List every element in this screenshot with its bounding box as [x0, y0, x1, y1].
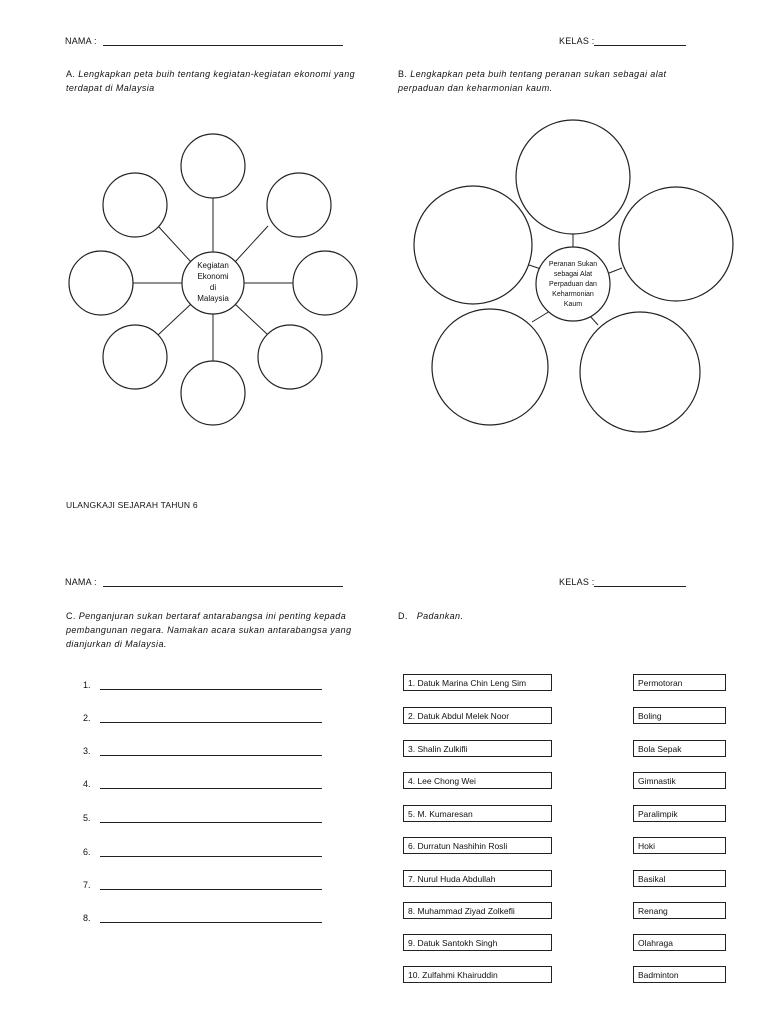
center-b-line-3: Perpaduan dan — [549, 281, 597, 288]
sport-box[interactable]: Olahraga — [633, 934, 726, 951]
bubble-a-2[interactable] — [267, 173, 331, 237]
answer-line-7[interactable] — [100, 889, 322, 890]
answer-number: 5. — [83, 813, 91, 823]
sport-box[interactable]: Badminton — [633, 966, 726, 983]
section-b-letter: B. — [398, 69, 408, 79]
section-a-text: Lengkapkan peta buih tentang kegiatan-kegiatan ekonomi yang terdapat di Malaysia — [66, 69, 356, 93]
athlete-box[interactable]: 1. Datuk Marina Chin Leng Sim — [403, 674, 552, 691]
worksheet-title: ULANGKAJI SEJARAH TAHUN 6 — [66, 500, 198, 510]
sport-box[interactable]: Paralimpik — [633, 805, 726, 822]
sport-box[interactable]: Boling — [633, 707, 726, 724]
sport-box[interactable]: Hoki — [633, 837, 726, 854]
section-d-instruction — [398, 609, 598, 623]
answer-number: 4. — [83, 779, 91, 789]
class-label: KELAS : — [559, 36, 595, 46]
sport-box[interactable]: Gimnastik — [633, 772, 726, 789]
sport-box[interactable]: Basikal — [633, 870, 726, 887]
center-a-line-4: Malaysia — [197, 294, 229, 303]
bubble-a-8[interactable] — [103, 173, 167, 237]
bubble-a-5[interactable] — [181, 361, 245, 425]
answer-number: 2. — [83, 713, 91, 723]
center-b-line-2: sebagai Alat — [553, 271, 593, 278]
bubble-b-2[interactable] — [619, 187, 733, 301]
bubble-b-5[interactable] — [414, 186, 532, 304]
class-label-2: KELAS : — [559, 577, 595, 587]
athlete-box[interactable]: 4. Lee Chong Wei — [403, 772, 552, 789]
section-d-letter: D. — [398, 611, 408, 621]
section-c-instruction — [66, 609, 356, 651]
bubble-a-6[interactable] — [103, 325, 167, 389]
class-field-2[interactable] — [594, 586, 686, 587]
answer-line-2[interactable] — [100, 722, 322, 723]
answer-line-1[interactable] — [100, 689, 322, 690]
section-a-letter: A. — [66, 69, 76, 79]
bubble-a-4[interactable] — [258, 325, 322, 389]
center-a-line-3: di — [209, 283, 217, 292]
athlete-box[interactable]: 5. M. Kumaresan — [403, 805, 552, 822]
athlete-box[interactable]: 10. Zulfahmi Khairuddin — [403, 966, 552, 983]
answer-number: 6. — [83, 847, 91, 857]
center-b-line-1: Peranan Sukan — [548, 261, 598, 268]
answer-line-5[interactable] — [100, 822, 322, 823]
athlete-box[interactable]: 7. Nurul Huda Abdullah — [403, 870, 552, 887]
name-label-2: NAMA : — [65, 577, 97, 587]
answer-number: 1. — [83, 680, 91, 690]
section-c-text: Penganjuran sukan bertaraf antarabangsa ini penting kepada pembangunan negara. Namakan acara sukan antarabangsa yang dianjurkan di Malaysia. — [66, 611, 352, 649]
answer-line-6[interactable] — [100, 856, 322, 857]
section-d-text: Padankan. — [416, 611, 464, 621]
bubble-a-3[interactable] — [293, 251, 357, 315]
bubble-a-7[interactable] — [69, 251, 133, 315]
answer-line-3[interactable] — [100, 755, 322, 756]
athlete-box[interactable]: 8. Muhammad Ziyad Zolkefli — [403, 902, 552, 919]
center-a-line-1: Kegiatan — [197, 261, 229, 270]
bubble-b-4[interactable] — [432, 309, 548, 425]
center-b-line-4: Keharmonian — [552, 291, 594, 298]
bubble-b-3[interactable] — [580, 312, 700, 432]
answer-line-8[interactable] — [100, 922, 322, 923]
athlete-box[interactable]: 9. Datuk Santokh Singh — [403, 934, 552, 951]
athlete-box[interactable]: 2. Datuk Abdul Melek Noor — [403, 707, 552, 724]
name-field-2[interactable] — [103, 586, 343, 587]
athlete-box[interactable]: 6. Durratun Nashihin Rosli — [403, 837, 552, 854]
bubble-map-a — [0, 0, 768, 470]
name-label: NAMA : — [65, 36, 97, 46]
sport-box[interactable]: Renang — [633, 902, 726, 919]
answer-number: 7. — [83, 880, 91, 890]
section-c-letter: C. — [66, 611, 76, 621]
sport-box[interactable]: Bola Sepak — [633, 740, 726, 757]
sport-box[interactable]: Permotoran — [633, 674, 726, 691]
center-a-line-2: Ekonomi — [197, 272, 229, 281]
section-b-text: Lengkapkan peta buih tentang peranan sukan sebagai alat perpaduan dan keharmonian kaum. — [398, 69, 667, 93]
center-b-line-5: Kaum — [563, 301, 583, 308]
answer-number: 8. — [83, 913, 91, 923]
bubble-b-1[interactable] — [516, 120, 630, 234]
answer-line-4[interactable] — [100, 788, 322, 789]
bubble-a-1[interactable] — [181, 134, 245, 198]
answer-number: 3. — [83, 746, 91, 756]
athlete-box[interactable]: 3. Shalin Zulkifli — [403, 740, 552, 757]
